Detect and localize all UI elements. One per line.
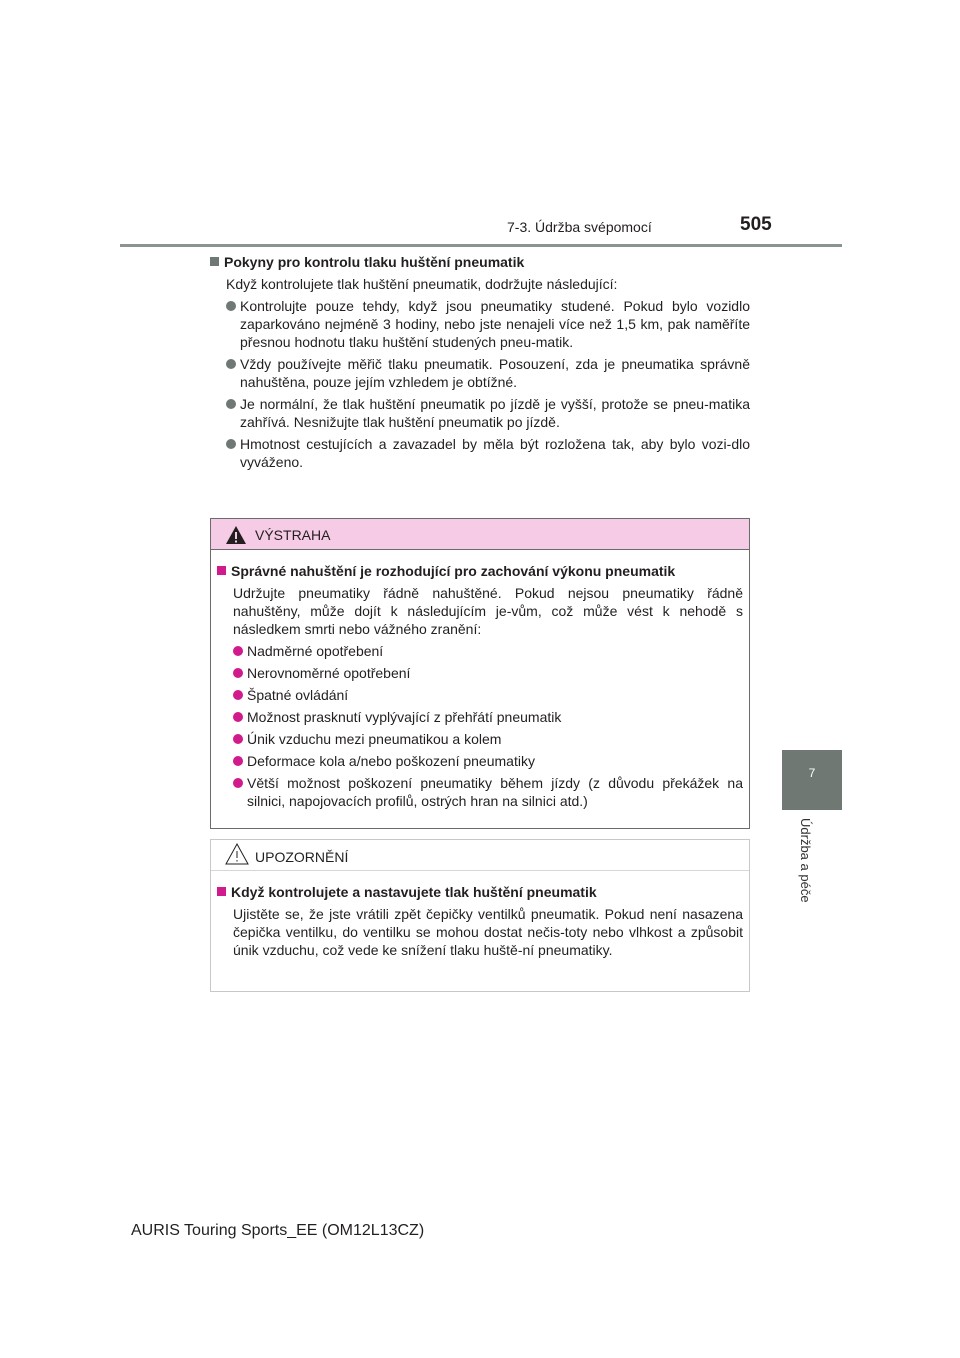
dot-bullet-icon (233, 756, 243, 766)
dot-bullet-icon (233, 778, 243, 788)
warning-header (211, 519, 749, 550)
chapter-tab: 7 (782, 750, 842, 810)
chapter-label-container (795, 818, 815, 1010)
caution-text: Ujistěte se, že jste vrátili zpět čepičky ventilků pneumatik. Pokud není nasazena čepička ventilku, do ventilku se mohou dostat nečis-toty nebo vlhkost a způsobit únik vzduchu, což vede ke snížení tlaku huště-ní pneumatiky. (233, 906, 743, 958)
dot-bullet-icon (233, 690, 243, 700)
caution-icon (225, 842, 249, 866)
list-item: Deformace kola a/nebo poškození pneumatiky (217, 752, 743, 770)
list-item: Nerovnoměrné opotřebení (217, 664, 743, 682)
dot-bullet-icon (226, 399, 236, 409)
warning-box (210, 518, 750, 829)
warning-label: VÝSTRAHA (255, 527, 331, 543)
footer-manual-id: AURIS Touring Sports_EE (OM12L13CZ) (131, 1222, 425, 1239)
chapter-label: Údržba a péče (798, 818, 813, 903)
square-bullet-icon (210, 257, 219, 266)
section-heading-text: Pokyny pro kontrolu tlaku huštění pneumatik (224, 254, 525, 270)
section-title: 7-3. Údržba svépomocí (507, 219, 652, 235)
list-item: Nadměrné opotřebení (217, 642, 743, 660)
bullet-list (210, 297, 750, 471)
warning-list (217, 642, 743, 810)
caution-body (211, 871, 749, 959)
dot-bullet-icon (233, 646, 243, 656)
caution-label: UPOZORNĚNÍ (255, 849, 349, 865)
main-section (210, 253, 750, 471)
dot-bullet-icon (226, 359, 236, 369)
list-item: Špatné ovládání (217, 686, 743, 704)
caution-box (210, 839, 750, 992)
list-item: Větší možnost poškození pneumatiky během jízdy (z důvodu překážek na silnici, napojovacích profilů, ostrých hran na silnici atd.) (217, 774, 743, 810)
list-item: Hmotnost cestujících a zavazadel by měla být rozložena tak, aby bylo vozi-dlo vyváženo. (210, 435, 750, 471)
list-item: Kontrolujte pouze tehdy, když jsou pneumatiky studené. Pokud bylo vozidlo zaparkováno nejméně 3 hodiny, nebo jste nenajeli více než 1,5 km, pak naměříte přesnou hodnotu tlaku huštění studených pneu-matik. (210, 297, 750, 351)
square-bullet-icon (217, 566, 226, 575)
caution-header (211, 840, 749, 871)
warning-heading: Správné nahuštění je rozhodující pro zachování výkonu pneumatik (217, 562, 743, 580)
square-bullet-icon (217, 887, 226, 896)
list-item: Možnost prasknutí vyplývající z přehřátí pneumatik (217, 708, 743, 726)
intro-text: Když kontrolujete tlak huštění pneumatik, dodržujte následující: (226, 276, 618, 292)
dot-bullet-icon (226, 301, 236, 311)
list-item: Únik vzduchu mezi pneumatikou a kolem (217, 730, 743, 748)
dot-bullet-icon (233, 668, 243, 678)
section-heading (210, 253, 750, 271)
warning-intro: Udržujte pneumatiky řádně nahuštěné. Pokud nejsou pneumatiky řádně nahuštěny, může dojít k následujícím je-vům, což může vést k nehodě s následkem smrti nebo vážného zranění: (233, 585, 743, 637)
dot-bullet-icon (233, 712, 243, 722)
warning-body (211, 550, 749, 810)
list-item: Je normální, že tlak huštění pneumatik po jízdě je vyšší, protože se pneu-matika zahřívá. Nesnižujte tlak huštění pneumatik po jízdě. (210, 395, 750, 431)
header-divider (120, 244, 842, 247)
caution-heading: Když kontrolujete a nastavujete tlak huštění pneumatik (217, 883, 743, 901)
page-number: 505 (740, 214, 772, 235)
warning-icon (225, 525, 247, 545)
list-item: Vždy používejte měřič tlaku pneumatik. Posouzení, zda je pneumatika správně nahuštěna, pouze jejím vzhledem je obtížné. (210, 355, 750, 391)
dot-bullet-icon (226, 439, 236, 449)
dot-bullet-icon (233, 734, 243, 744)
